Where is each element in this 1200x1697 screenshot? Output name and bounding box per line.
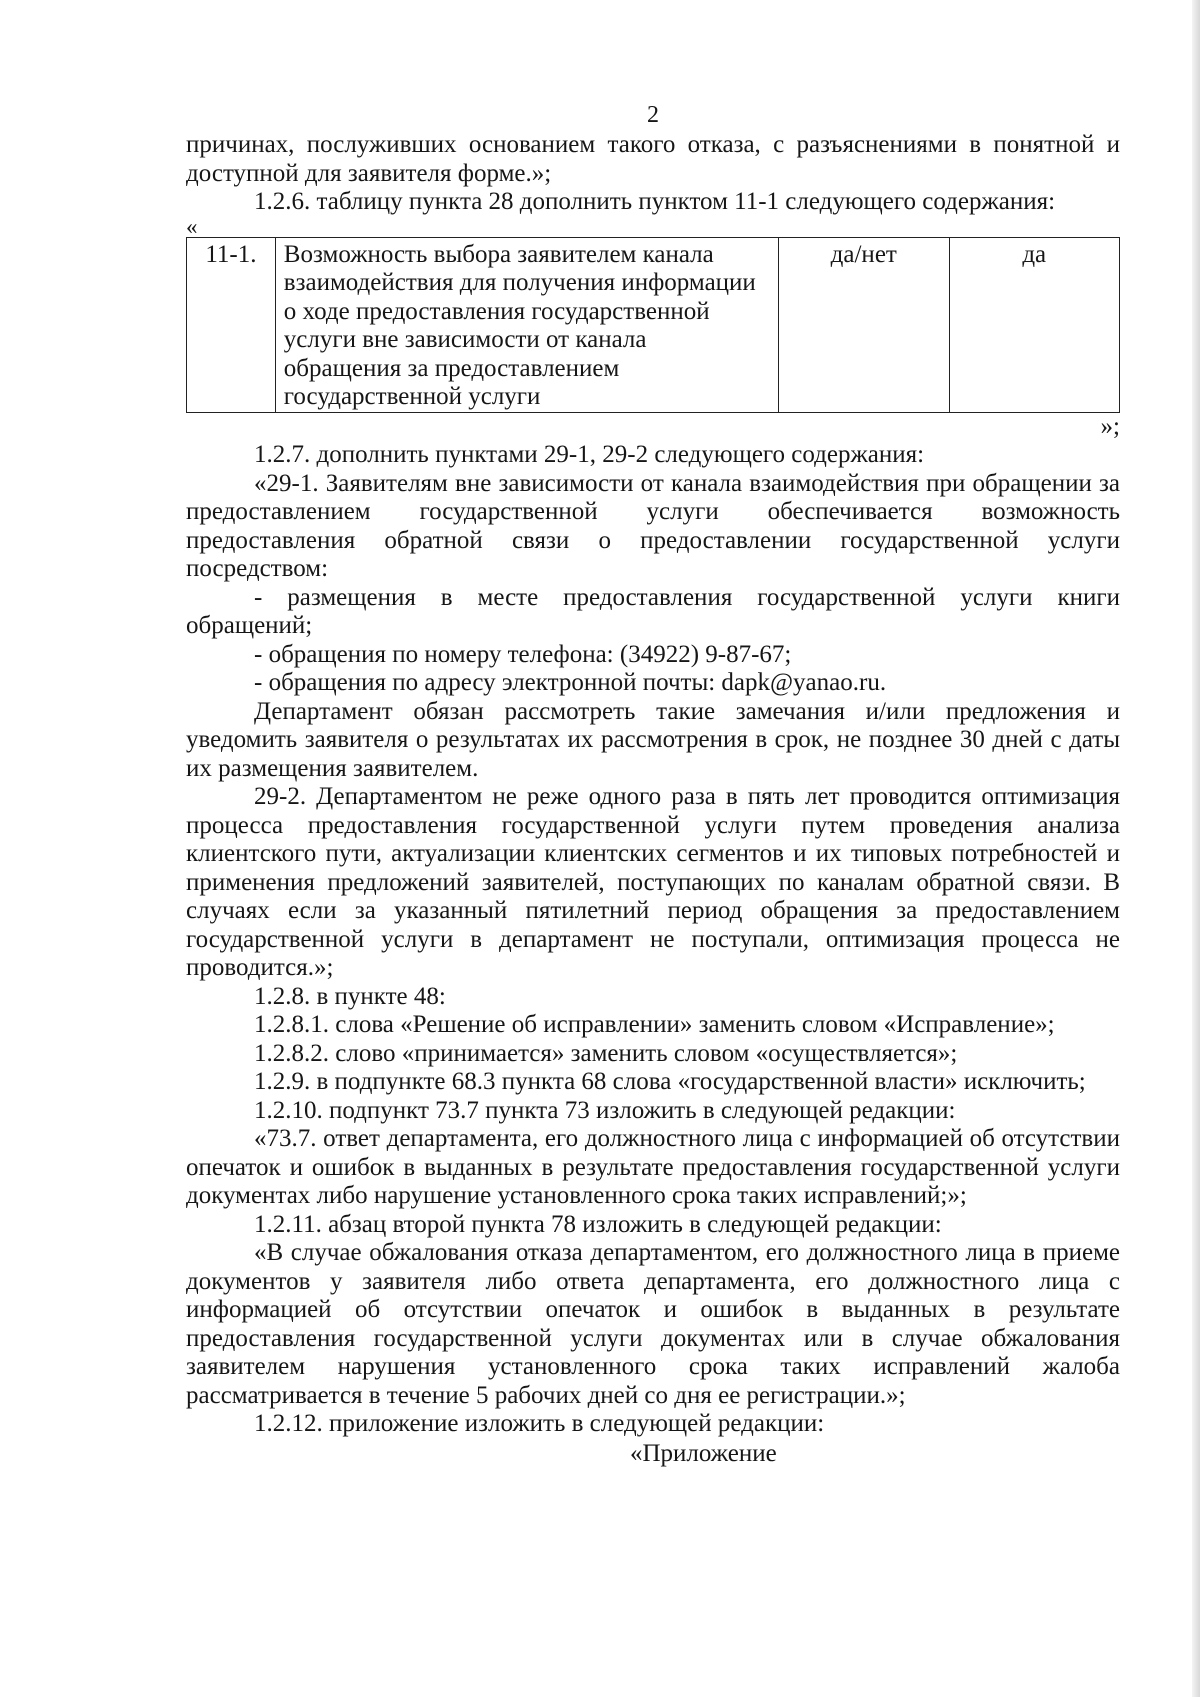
quote-open-mark: « [186, 213, 198, 239]
table-cell-value: да [949, 237, 1120, 412]
page-number: 2 [647, 102, 659, 128]
paragraph-1-2-8: 1.2.8. в пункте 48: [254, 982, 446, 1010]
table-cell-name: Возможность выбора заявителем канала взаимодействия для получения информации о ходе предоставления государственной услуги вне зависимости от канала обращения за предоставлением государственной услуги [275, 237, 778, 412]
scan-page-edge [1192, 0, 1200, 1697]
paragraph-1-2-7: 1.2.7. дополнить пунктами 29-1, 29-2 следующего содержания: [254, 441, 925, 468]
table-row [187, 237, 1120, 412]
paragraph-1-2-6: 1.2.6. таблицу пункта 28 дополнить пунктом 11-1 следующего содержания: [254, 188, 1056, 215]
list-item-email: - обращения по адресу электронной почты: dapk@yanao.ru. [254, 669, 887, 696]
paragraph-29-2: 29-2. Департаментом не реже одного раза в пять лет проводится оптимизация процесса предоставления государственной услуги путем проведения анализа клиентского пути, актуализации клиентских сегментов и их типовых потребностей и применения предложений заявителей, поступающих по каналам обратной связи. В случаях если за указанный пятилетний период обращения за предоставлением государственной услуги в департамент не поступали, оптимизация процесса не проводится.»; [186, 783, 1120, 981]
paragraph-1-2-8-1: 1.2.8.1. слова «Решение об исправлении» заменить словом «Исправление»; [254, 1011, 1055, 1038]
paragraph-1-2-11: 1.2.11. абзац второй пункта 78 изложить в следующей редакции: [254, 1210, 942, 1238]
document-page [186, 0, 1120, 1468]
paragraph-73-7: «73.7. ответ департамента, его должностного лица с информацией об отсутствии опечаток и ошибок в выданных в результате предоставления государственной услуги документах либо нарушение установленного срока таких исправлений;»; [186, 1125, 1120, 1209]
indicator-table [186, 237, 1120, 413]
list-item-book: - размещения в месте предоставления государственной услуги книги обращений; [186, 583, 1120, 639]
paragraph-1-2-12: 1.2.12. приложение изложить в следующей редакции: [254, 1410, 825, 1437]
paragraph-29-1: «29-1. Заявителям вне зависимости от канала взаимодействия при обращении за предоставлением государственной услуги обеспечивается возможность предоставления обратной связи о предоставлении государственной услуги посредством: [186, 469, 1120, 582]
paragraph-1-2-8-2: 1.2.8.2. слово «принимается» заменить словом «осуществляется»; [254, 1039, 958, 1067]
table-cell-unit: да/нет [779, 237, 949, 412]
paragraph-department-duty: Департамент обязан рассмотреть такие замечания и/или предложения и уведомить заявителя о результатах их рассмотрения в срок, не позднее 30 дней с даты их размещения заявителем. [186, 697, 1120, 782]
table-cell-number: 11-1. [187, 237, 276, 412]
paragraph-1-2-10: 1.2.10. подпункт 73.7 пункта 73 изложить в следующей редакции: [254, 1096, 956, 1124]
quote-close-mark: »; [1100, 412, 1120, 440]
paragraph-1-2-9: 1.2.9. в подпункте 68.3 пункта 68 слова «государственной власти» исключить; [254, 1068, 1086, 1095]
appendix-heading: «Приложение [630, 1439, 777, 1467]
paragraph-continuation: причинах, послуживших основанием такого отказа, с разъяснениями в понятной и доступной для заявителя форме.»; [186, 131, 1120, 187]
paragraph-complaint: «В случае обжалования отказа департаментом, его должностного лица в приеме документов у заявителя либо ответа департамента, его должностного лица с информацией об отсутствии опечаток и ошибок в выданных в результате предоставления государственной услуги документах или в случае обжалования заявителем нарушения установленного срока таких исправлений жалоба рассматривается в течение 5 рабочих дней со дня ее регистрации.»; [186, 1239, 1120, 1409]
list-item-phone: - обращения по номеру телефона: (34922) 9-87-67; [254, 640, 792, 668]
